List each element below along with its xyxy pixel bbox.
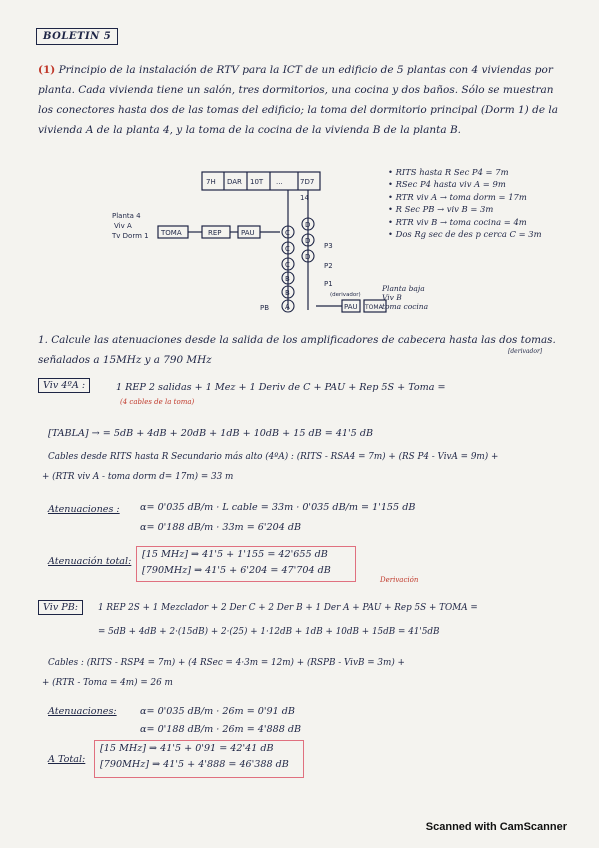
pb-atenuacion-2: α= 0'188 dB/m · 26m = 4'888 dB [140,724,302,735]
top-label-0: 7H [206,178,216,186]
top-label-4: 7D7 [300,178,315,186]
pb-atenuacion-1: α= 0'035 dB/m · 26m = 0'91 dB [140,706,295,717]
side-note: [derivador] [508,348,543,355]
intro-paragraph [38,60,568,140]
top-label-3: ... [276,178,283,186]
atenuaciones-label: Atenuaciones : [48,504,120,515]
total-15mhz: [15 MHz] ⇒ 41'5 + 1'155 = 42'655 dB [142,549,328,560]
intro-number: (1) [38,64,56,76]
pb-label-wrap [38,602,83,613]
distance-item: • RTR viv A → toma dorm = 17m [388,191,588,203]
pb-derivacion-note: Derivación [380,576,419,584]
total-label: Atenuación total: [48,556,132,567]
node-3: B [285,275,290,283]
pb-cables-2: + (RTR - Toma = 4m) = 26 m [42,678,173,688]
node-top-1: D [305,237,311,245]
node-5: A [285,303,290,311]
label-toma2: TOMA [365,304,383,311]
top-label-1: DAR [227,178,242,186]
toma-line: [TABLA] → = 5dB + 4dB + 20dB + 1dB + 10dB + 15 dB = 41'5 dB [48,428,374,439]
label-rep: REP [208,229,222,237]
atenuacion-1: α= 0'035 dB/m · L cable = 33m · 0'035 dB/m = 1'155 dB [140,502,416,513]
node-1: C [285,245,290,253]
page-title: BOLETIN 5 [36,28,118,45]
intro-text: Principio de la instalación de RTV para la ICT de un edificio de 5 plantas con 4 viviendas por planta. Cada vivienda tiene un salón, tres dormitorios, una cocina y dos baños. Sólo se muestran los conectores hasta dos de las tomas del edificio; la toma del dormitorio principal (Dorm 1) de la vivienda A de la planta 4, y la toma de la cocina de la vivienda B de la planta B. [38,64,558,136]
node-2: C [285,261,290,269]
cables-line-2: + (RTR viv A - toma dorm d= 17m) = 33 m [42,472,234,482]
label-14: 14 [300,194,309,202]
label-p1: P1 [324,280,333,288]
label-deriv: (derivador) [330,292,361,298]
viv4a-expression: 1 REP 2 salidas + 1 Mez + 1 Deriv de C + PAU + Rep 5S + Toma = [116,382,446,393]
distance-list [388,166,588,240]
pb-atenuaciones-label: Atenuaciones: [48,706,117,717]
distance-item: • RSec P4 hasta viv A = 9m [388,178,588,190]
pb-total-790mhz: [790MHz] ⇒ 41'5 + 4'888 = 46'388 dB [100,759,289,770]
label-dorm: Tv Dorm 1 [112,232,149,240]
node-top-2: D [305,253,311,261]
label-cocina: toma cocina [382,302,429,311]
pb-total-label: A Total: [48,754,86,765]
diagram-bottom-labels [382,284,428,311]
pb-label: Viv PB: [38,600,83,615]
node-top-0: D [305,221,311,229]
top-label-2: 10T [250,178,264,186]
label-planta4: Planta 4 [112,212,141,220]
distance-item: • RITS hasta R Sec P4 = 7m [388,166,588,178]
node-0: C [285,229,290,237]
distance-item: • Dos Rg sec de des p cerca C = 3m [388,228,588,240]
atenuacion-2: α= 0'188 dB/m · 33m = 6'204 dB [140,522,302,533]
viv4a-sub: (4 cables de la toma) [120,398,195,406]
label-p2: P2 [324,262,333,270]
viv4a-label-wrap [38,380,90,391]
pb-cables: Cables : (RITS - RSP4 = 7m) + (4 RSec = 4·3m = 12m) + (RSPB - VivB = 3m) + [48,658,405,668]
label-p3: P3 [324,242,333,250]
scanner-watermark: Scanned with CamScanner [425,821,567,833]
rtv-diagram [110,162,390,322]
node-4: B [285,289,290,297]
viv4a-label: Viv 4ºA : [38,378,90,393]
pb-total-15mhz: [15 MHz] ⇒ 41'5 + 0'91 = 42'41 dB [100,743,274,754]
label-viva: Viv A [114,222,132,230]
pb-expression: 1 REP 2S + 1 Mezclador + 2 Der C + 2 Der B + 1 Der A + PAU + Rep 5S + TOMA = [98,603,478,613]
label-pb: PB [260,304,270,312]
label-pau2: PAU [344,303,358,311]
distance-item: • RTR viv B → toma cocina = 4m [388,216,588,228]
pb-expression-2: = 5dB + 4dB + 2·(15dB) + 2·(25) + 1·12dB + 1dB + 10dB + 15dB = 41'5dB [98,627,440,637]
total-790mhz: [790MHz] ⇒ 41'5 + 6'204 = 47'704 dB [142,565,331,576]
label-pau: PAU [241,229,255,237]
label-bajo: Planta baja [382,284,425,293]
cables-line: Cables desde RITS hasta R Secundario más alto (4ºA) : (RITS - RSA4 = 7m) + (RS P4 - VivA = 9m) + [48,452,499,462]
question-heading: 1. Calcule las atenuaciones desde la salida de los amplificadores de cabecera hasta las dos tomas. [38,334,556,346]
distance-item: • R Sec PB → viv B = 3m [388,203,588,215]
question-heading-2: señalados a 15MHz y a 790 MHz [38,354,212,366]
label-toma1: TOMA [161,229,182,237]
label-vivb: Viv B [382,293,402,302]
